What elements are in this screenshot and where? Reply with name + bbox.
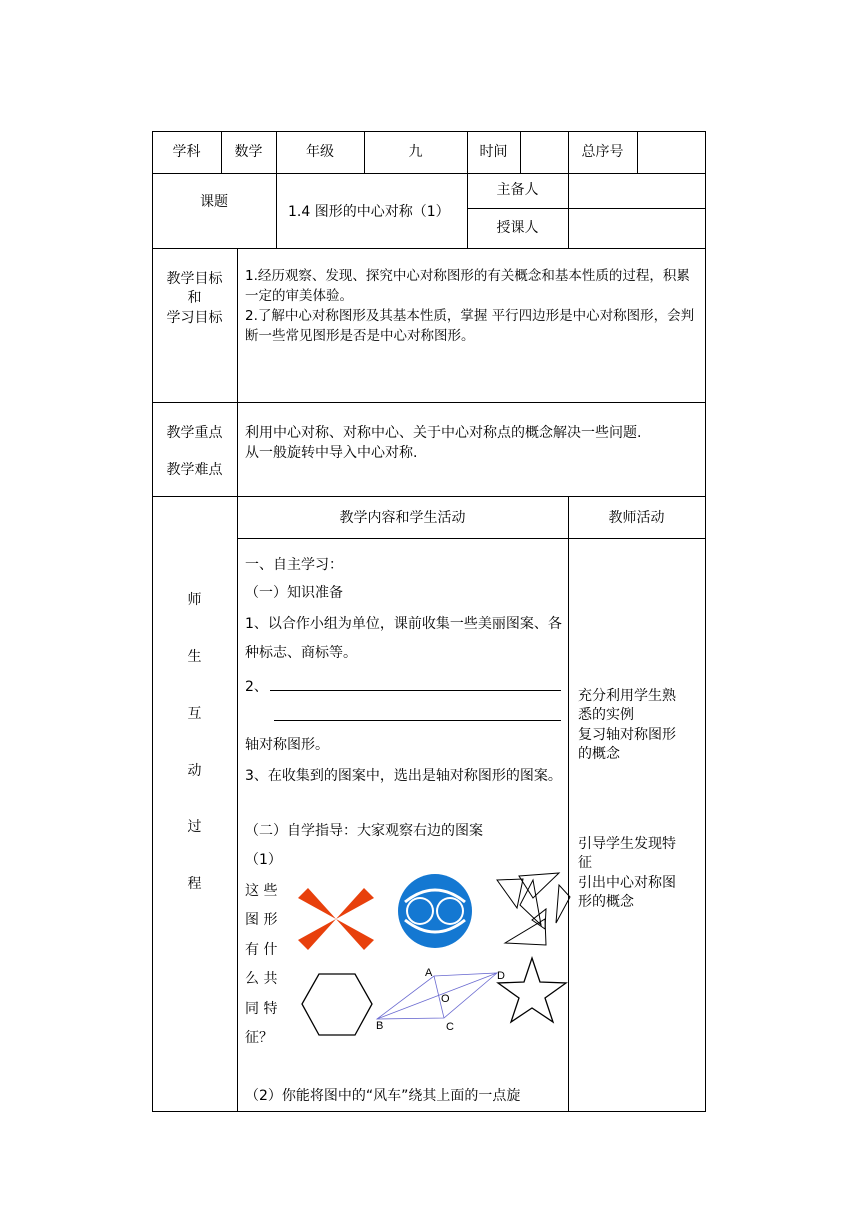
side-char: 过: [187, 819, 202, 835]
note-line: 形的概念: [578, 894, 634, 910]
note-line: 引导学生发现特: [578, 836, 676, 852]
difficulty-label: 教学难点: [166, 462, 223, 478]
note-line: 征: [578, 855, 592, 871]
point-label-d: D: [497, 970, 505, 982]
star-figure: [498, 958, 566, 1022]
point-label-o: O: [441, 993, 450, 1005]
hexagon-figure: [302, 974, 372, 1035]
teacher-label: 授课人: [496, 220, 539, 236]
key-point-label: 教学重点: [166, 425, 223, 441]
subject-label: 学科: [172, 144, 201, 160]
side-char: 师: [187, 592, 202, 608]
question-char-line: 有 什: [245, 942, 278, 958]
objective-item-1: 1.经历观察、发现、探究中心对称图形的有关概念和基本性质的过程，积累一定的审美体验。: [245, 268, 690, 304]
serial-label: 总序号: [581, 144, 624, 160]
question-2-suffix: 轴对称图形。: [245, 737, 329, 753]
subsection-self-guide: （二）自学指导：大家观察右边的图案: [245, 823, 483, 839]
point-label-c: C: [446, 1021, 454, 1033]
pinwheel-figure: [298, 888, 374, 950]
note-line: 悉的实例: [578, 707, 634, 723]
objectives-label-3: 学习目标: [166, 310, 223, 326]
question-char-line: 同 特: [245, 1001, 278, 1017]
side-char: 程: [187, 876, 202, 892]
question-char-line: 图 形: [245, 912, 278, 928]
time-label: 时间: [479, 144, 508, 160]
note-line: 充分利用学生熟: [578, 688, 676, 704]
question-1: 1、以合作小组为单位，课前收集一些美丽图案、各种标志、商标等。: [245, 616, 562, 661]
topic-title: 1.4 图形的中心对称（1）: [288, 204, 450, 220]
question-char-line: 么 共: [245, 971, 278, 987]
topic-label: 课题: [200, 194, 228, 210]
question-2-prefix: 2、: [245, 679, 268, 695]
subsection-knowledge: （一）知识准备: [245, 585, 343, 601]
point-label-b: B: [376, 1020, 384, 1032]
subject-value: 数学: [234, 144, 263, 160]
note-line: 复习轴对称图形: [578, 727, 676, 743]
side-char: 动: [187, 763, 202, 779]
grade-value: 九: [408, 144, 423, 160]
content-column-header: 教学内容和学生活动: [339, 510, 466, 526]
parallelogram-figure: [377, 973, 497, 1019]
part-1-label: （1）: [245, 852, 282, 868]
triangles-figure: [497, 873, 570, 945]
preparer-label: 主备人: [496, 182, 539, 198]
objective-item-2: 2.了解中心对称图形及其基本性质，掌握 平行四边形是中心对称图形，会判断一些常见图形是否是中心对称图形。: [245, 308, 695, 344]
objectives-label-1: 教学目标: [166, 271, 223, 287]
difficulty-text: 从一般旋转中导入中心对称.: [245, 445, 418, 461]
note-line: 引出中心对称图: [578, 875, 676, 891]
question-3: 3、在收集到的图案中，选出是轴对称图形的图案。: [245, 768, 562, 784]
part-2-text: （2）你能将图中的“风车”绕其上面的一点旋: [245, 1088, 521, 1104]
side-char: 生: [187, 649, 202, 665]
section-self-study: 一、自主学习：: [245, 557, 343, 573]
key-point-text: 利用中心对称、对称中心、关于中心对称点的概念解决一些问题.: [245, 425, 642, 441]
question-char-line: 这 些: [245, 883, 278, 899]
grade-label: 年级: [306, 144, 334, 160]
point-label-a: A: [425, 967, 433, 979]
side-char: 互: [187, 706, 202, 722]
objectives-label-2: 和: [187, 290, 202, 306]
question-char-line: 征？: [245, 1030, 273, 1046]
circle-logo-figure: [398, 874, 472, 948]
teacher-column-header: 教师活动: [608, 510, 665, 526]
note-line: 的概念: [578, 746, 620, 762]
